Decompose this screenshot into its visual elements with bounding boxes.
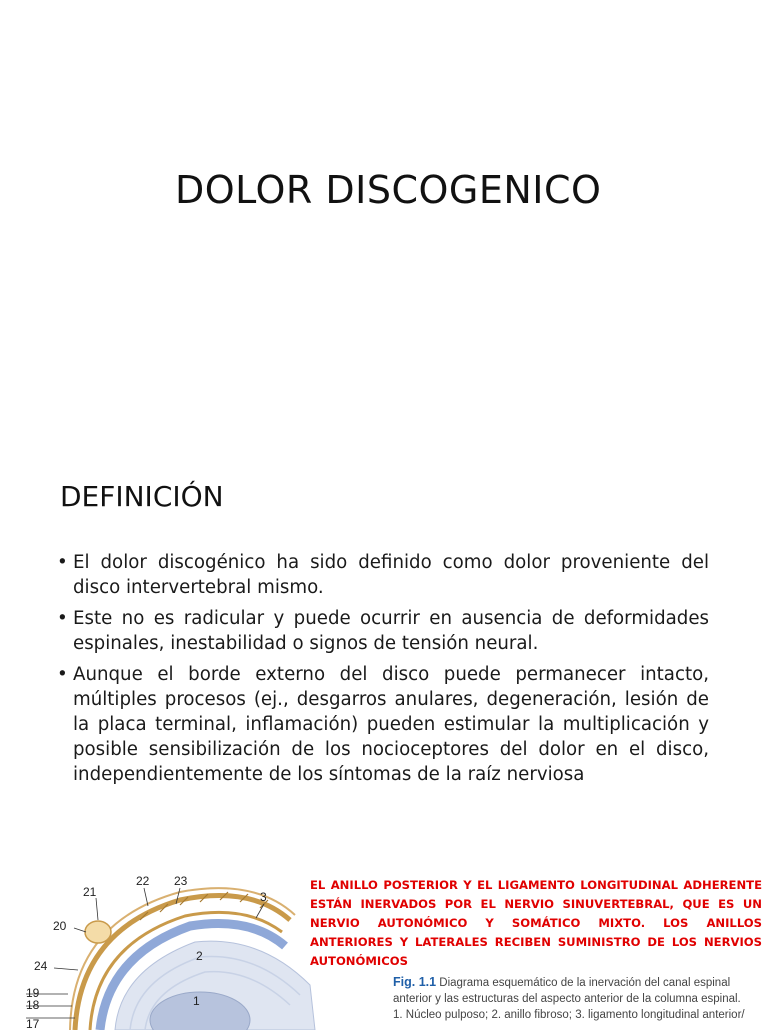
figure-label: Fig. 1.1 <box>393 975 436 989</box>
bullet-dot: • <box>57 662 68 687</box>
leader-21 <box>96 898 98 920</box>
label-18: 18 <box>26 998 40 1012</box>
figure-caption <box>393 974 763 1023</box>
bullet-item <box>57 662 709 787</box>
label-19: 19 <box>26 986 40 1000</box>
bullet-text: Aunque el borde externo del disco puede permanecer intacto, múltiples procesos (ej., desgarros anulares, degeneración, lesión de la placa terminal, inflamación) pueden estimular la multiplicación y posible sensibilización de los nocioceptores del dolor en el disco, independientemente de los síntomas de la raíz nerviosa <box>73 664 709 785</box>
bullet-text: El dolor discogénico ha sido definido como dolor proveniente del disco intervertebral mismo. <box>73 552 709 598</box>
label-3: 3 <box>260 890 267 904</box>
label-1: 1 <box>193 994 200 1008</box>
label-22: 22 <box>136 874 150 888</box>
ganglion-shape <box>85 921 111 943</box>
bullet-text: Este no es radicular y puede ocurrir en ausencia de deformidades espinales, inestabilidad o signos de tensión neural. <box>73 608 709 654</box>
label-2: 2 <box>196 949 203 963</box>
bullet-dot: • <box>57 606 68 631</box>
label-24: 24 <box>34 959 48 973</box>
bullet-item <box>57 606 709 656</box>
bullet-list <box>57 550 709 793</box>
label-17: 17 <box>26 1017 40 1030</box>
spinal-innervation-diagram <box>20 860 320 1030</box>
label-23: 23 <box>174 874 188 888</box>
leader-22 <box>144 888 148 906</box>
title-slide <box>0 0 768 380</box>
bullet-dot: • <box>57 550 68 575</box>
label-21: 21 <box>83 885 97 899</box>
leader-20 <box>74 928 86 932</box>
figure-caption-text: Diagrama esquemático de la inervación del canal espinal anterior y las estructuras del aspecto anterior de la columna espinal. <box>393 977 741 1005</box>
bullet-item <box>57 550 709 600</box>
innervation-note: EL ANILLO POSTERIOR Y EL LIGAMENTO LONGITUDINAL ADHERENTE ESTÁN INERVADOS POR EL NERVIO SINUVERTEBRAL, QUE ES UN NERVIO AUTONÓMICO Y SOMÁTICO MIXTO. LOS ANILLOS ANTERIORES Y LATERALES RECIBEN SUMINISTRO DE LOS NERVIOS AUTONÓMICOS <box>310 876 762 971</box>
figure-caption-text2: 1. Núcleo pulposo; 2. anillo fibroso; 3. ligamento longitudinal anterior/ <box>393 1009 745 1021</box>
diagram-svg <box>20 860 320 1030</box>
leader-3 <box>256 904 264 918</box>
slide-title: DOLOR DISCOGENICO <box>175 168 601 212</box>
definition-slide <box>0 455 768 1024</box>
label-20: 20 <box>53 919 67 933</box>
leader-24 <box>54 968 78 970</box>
section-heading: DEFINICIÓN <box>60 480 224 513</box>
